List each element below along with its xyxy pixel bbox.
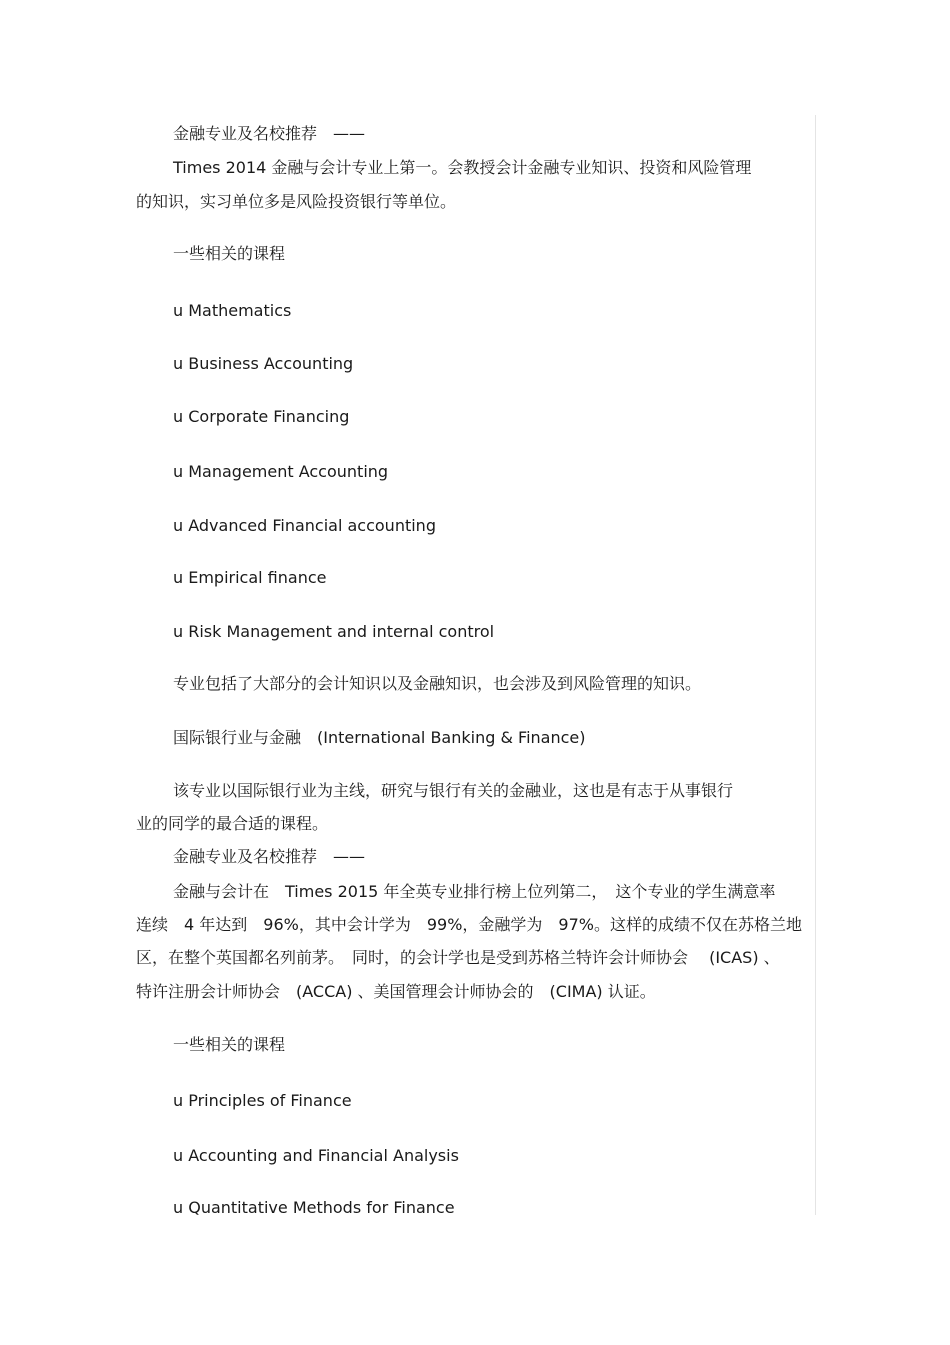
section3-para-line1: 金融与会计在 Times 2015 年全英专业排行榜上位列第二， 这个专业的学生满意率 bbox=[173, 882, 776, 901]
section1-intro-line1: Times 2014 金融与会计专业上第一。会教授会计金融专业知识、投资和风险管理 bbox=[173, 158, 752, 177]
course-item: u Management Accounting bbox=[173, 462, 389, 481]
course-item: u Principles of Finance bbox=[173, 1091, 352, 1110]
course-item: u Mathematics bbox=[173, 301, 292, 320]
right-margin-rule bbox=[815, 115, 816, 1215]
section1-courses-label: 一些相关的课程 bbox=[173, 244, 286, 263]
section3-heading: 金融专业及名校推荐 —— bbox=[173, 847, 366, 866]
section3-courses-label: 一些相关的课程 bbox=[173, 1035, 286, 1054]
section2-desc-line2: 业的同学的最合适的课程。 bbox=[136, 814, 329, 833]
section1-heading: 金融专业及名校推荐 —— bbox=[173, 124, 366, 143]
course-item: u Advanced Financial accounting bbox=[173, 516, 436, 535]
section2-desc-line1: 该专业以国际银行业为主线，研究与银行有关的金融业，这也是有志于从事银行 bbox=[173, 781, 734, 800]
section3-para-line3: 区，在整个英国都名列前茅。 同时，的会计学也是受到苏格兰特许会计师协会 (ICAS) 、 bbox=[136, 948, 780, 967]
section1-summary: 专业包括了大部分的会计知识以及金融知识，也会涉及到风险管理的知识。 bbox=[173, 674, 702, 693]
course-item: u Empirical finance bbox=[173, 568, 327, 587]
course-item: u Corporate Financing bbox=[173, 407, 350, 426]
section2-heading: 国际银行业与金融 (International Banking & Finance) bbox=[173, 728, 586, 747]
section1-intro-line2: 的知识，实习单位多是风险投资银行等单位。 bbox=[136, 192, 457, 211]
section3-para-line2: 连续 4 年达到 96%，其中会计学为 99%，金融学为 97%。这样的成绩不仅在苏格兰地 bbox=[136, 915, 802, 934]
course-item: u Business Accounting bbox=[173, 354, 354, 373]
section3-para-line4: 特许注册会计师协会 (ACCA) 、美国管理会计师协会的 (CIMA) 认证。 bbox=[136, 982, 656, 1001]
course-item: u Accounting and Financial Analysis bbox=[173, 1146, 459, 1165]
course-item: u Risk Management and internal control bbox=[173, 622, 495, 641]
course-item: u Quantitative Methods for Finance bbox=[173, 1198, 455, 1217]
